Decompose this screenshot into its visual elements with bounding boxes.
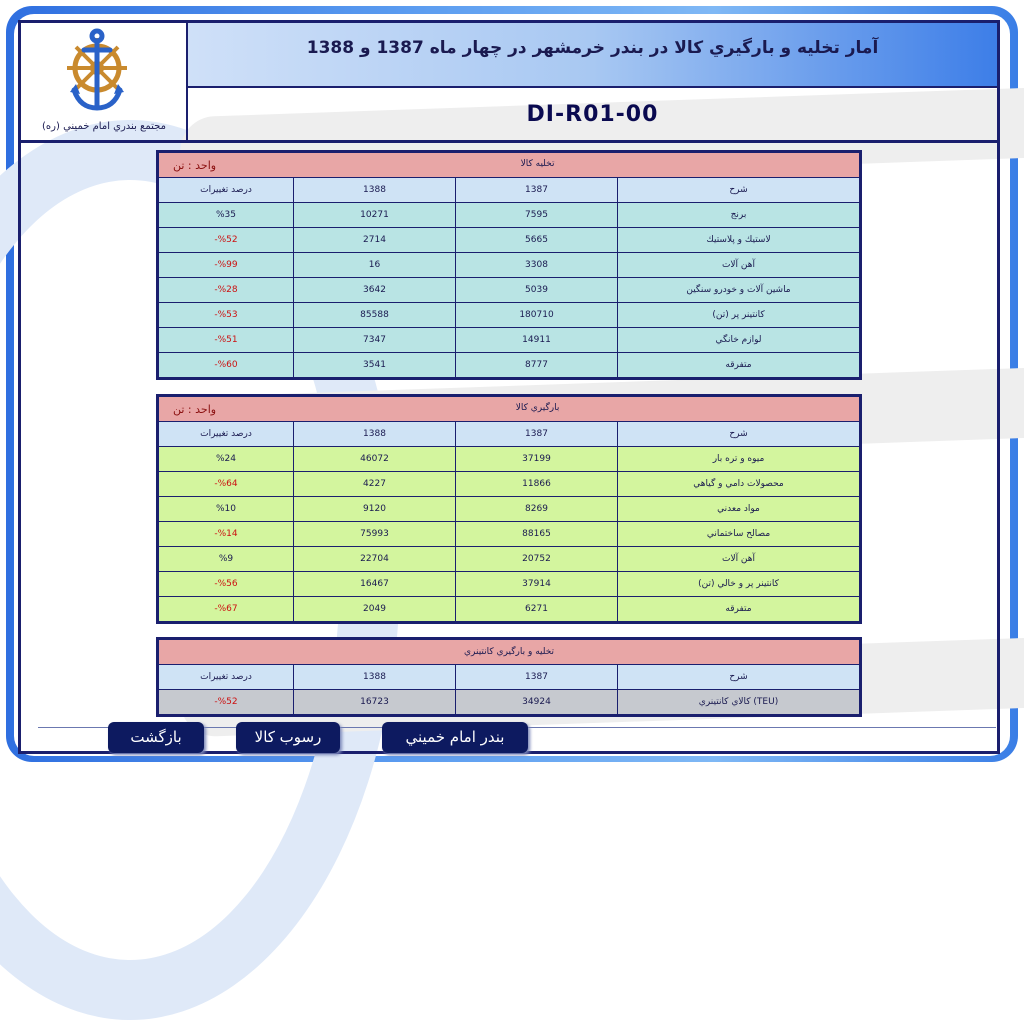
column-header-description: شرح xyxy=(618,178,861,203)
column-header-description: شرح xyxy=(618,422,861,447)
value-1387-cell: 8777 xyxy=(456,353,618,379)
table-row xyxy=(158,597,861,623)
table-row xyxy=(158,253,861,278)
table-title: بارگيري كالا xyxy=(515,402,560,413)
description-cell: لوازم خانگي xyxy=(618,328,861,353)
description-cell: مواد معدني xyxy=(618,497,861,522)
value-1387-cell: 88165 xyxy=(456,522,618,547)
description-cell: آهن آلات xyxy=(618,547,861,572)
column-header-1387: 1387 xyxy=(456,665,618,690)
change-cell: -%56 xyxy=(158,572,294,597)
table-row xyxy=(158,497,861,522)
value-1387-cell: 6271 xyxy=(456,597,618,623)
description-cell: محصولات دامي و گياهي xyxy=(618,472,861,497)
value-1387-cell: 37199 xyxy=(456,447,618,472)
change-cell: %24 xyxy=(158,447,294,472)
unit-label: واحد : تن xyxy=(173,158,217,172)
table-row xyxy=(158,228,861,253)
table-title: تخليه و بارگيري كانتينري xyxy=(158,639,861,665)
table-row xyxy=(158,353,861,379)
table-row xyxy=(158,303,861,328)
value-1388-cell: 3541 xyxy=(294,353,456,379)
value-1388-cell: 16 xyxy=(294,253,456,278)
value-1387-cell: 180710 xyxy=(456,303,618,328)
table-row xyxy=(158,472,861,497)
change-cell: %35 xyxy=(158,203,294,228)
value-1388-cell: 16467 xyxy=(294,572,456,597)
port-button[interactable]: بندر امام خميني xyxy=(382,722,528,753)
value-1388-cell: 85588 xyxy=(294,303,456,328)
value-1388-cell: 7347 xyxy=(294,328,456,353)
change-cell: %10 xyxy=(158,497,294,522)
value-1387-cell: 14911 xyxy=(456,328,618,353)
value-1388-cell: 9120 xyxy=(294,497,456,522)
description-cell: لاستيك و پلاستيك xyxy=(618,228,861,253)
description-cell: آهن آلات xyxy=(618,253,861,278)
column-header-description: شرح xyxy=(618,665,861,690)
document-code: DI-R01-00 xyxy=(526,102,659,127)
table-row xyxy=(158,203,861,228)
change-cell: -%28 xyxy=(158,278,294,303)
value-1388-cell: 16723 xyxy=(294,690,456,716)
change-cell: -%51 xyxy=(158,328,294,353)
value-1387-cell: 37914 xyxy=(456,572,618,597)
change-cell: %9 xyxy=(158,547,294,572)
change-cell: -%52 xyxy=(158,228,294,253)
change-cell: -%52 xyxy=(158,690,294,716)
table-title-row xyxy=(158,152,861,178)
value-1387-cell: 5039 xyxy=(456,278,618,303)
anchor-ship-wheel-icon xyxy=(62,28,132,116)
description-cell: ميوه و تره بار xyxy=(618,447,861,472)
column-header-1387: 1387 xyxy=(456,178,618,203)
table-title-row xyxy=(158,396,861,422)
value-1387-cell: 8269 xyxy=(456,497,618,522)
value-1387-cell: 20752 xyxy=(456,547,618,572)
value-1388-cell: 2714 xyxy=(294,228,456,253)
demurrage-button[interactable]: رسوب كالا xyxy=(236,722,340,753)
value-1388-cell: 3642 xyxy=(294,278,456,303)
change-cell: -%53 xyxy=(158,303,294,328)
column-header-1388: 1388 xyxy=(294,422,456,447)
description-cell: متفرقه xyxy=(618,353,861,379)
table-row xyxy=(158,328,861,353)
description-cell: ماشين آلات و خودرو سنگين xyxy=(618,278,861,303)
change-cell: -%60 xyxy=(158,353,294,379)
column-header-1388: 1388 xyxy=(294,178,456,203)
table-title: تخليه كالا xyxy=(520,158,555,169)
change-cell: -%64 xyxy=(158,472,294,497)
value-1388-cell: 46072 xyxy=(294,447,456,472)
description-cell: مصالح ساختماني xyxy=(618,522,861,547)
table-row xyxy=(158,547,861,572)
table-row xyxy=(158,278,861,303)
loading-table xyxy=(156,394,862,624)
value-1388-cell: 10271 xyxy=(294,203,456,228)
header-divider xyxy=(186,86,1000,88)
unit-label: واحد : تن xyxy=(173,402,217,416)
description-cell: برنج xyxy=(618,203,861,228)
table-row xyxy=(158,522,861,547)
unloading-table xyxy=(156,150,862,380)
value-1387-cell: 7595 xyxy=(456,203,618,228)
value-1388-cell: 75993 xyxy=(294,522,456,547)
organization-name: مجتمع بندري امام خميني (ره) xyxy=(42,121,166,132)
table-row xyxy=(158,690,861,716)
back-button[interactable]: بازگشت xyxy=(108,722,204,753)
description-cell: متفرقه xyxy=(618,597,861,623)
value-1387-cell: 3308 xyxy=(456,253,618,278)
page-title: آمار تخليه و بارگيري كالا در بندر خرمشهر در چهار ماه 1387 و 1388 xyxy=(306,38,879,58)
change-cell: -%14 xyxy=(158,522,294,547)
column-header-change: درصد تغييرات xyxy=(158,665,294,690)
column-header-change: درصد تغييرات xyxy=(158,178,294,203)
change-cell: -%99 xyxy=(158,253,294,278)
value-1387-cell: 34924 xyxy=(456,690,618,716)
value-1388-cell: 4227 xyxy=(294,472,456,497)
value-1388-cell: 2049 xyxy=(294,597,456,623)
header-divider xyxy=(18,140,1000,143)
container-table xyxy=(156,637,862,717)
value-1387-cell: 5665 xyxy=(456,228,618,253)
table-row xyxy=(158,572,861,597)
description-cell: كانتينر پر (تن) xyxy=(618,303,861,328)
value-1388-cell: 22704 xyxy=(294,547,456,572)
description-cell: كالاي كانتينري (TEU) xyxy=(618,690,861,716)
change-cell: -%67 xyxy=(158,597,294,623)
column-header-1387: 1387 xyxy=(456,422,618,447)
table-row xyxy=(158,447,861,472)
value-1387-cell: 11866 xyxy=(456,472,618,497)
column-header-change: درصد تغييرات xyxy=(158,422,294,447)
description-cell: كانتينر پر و خالي (تن) xyxy=(618,572,861,597)
column-header-1388: 1388 xyxy=(294,665,456,690)
